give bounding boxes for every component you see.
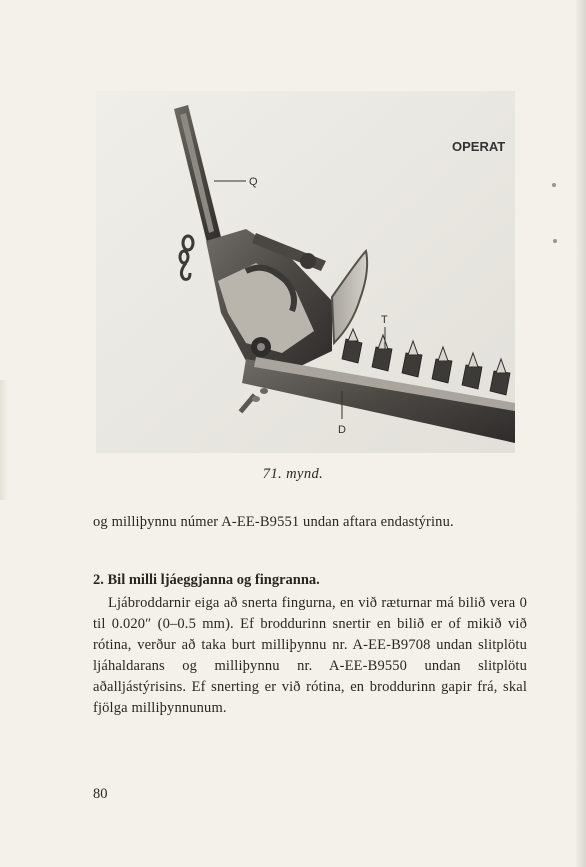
- figure-caption: 71. mynd.: [262, 466, 324, 482]
- mower-photograph: [96, 91, 515, 453]
- section-heading: 2. Bil milli ljáeggjanna og fingranna.: [93, 572, 320, 588]
- paragraph-clearance: Ljábroddarnir eiga að snerta fingurna, en við ræturnar má bilið vera 0 til 0.020″ (0–0.5 mm). Ef broddurinn snertir en bilið er of mikið við rótina, verður að taka burt milliþynnu nr. A-EE-B9708 undan slitplötu ljáhaldarans og milliþynnu nr. A-EE-B9550 undan slitplötu aðalljástýrisins. Ef snerting er við rótina, en broddurinn gapir frá, skal fjölga milliþynnunum.: [93, 595, 527, 716]
- page-number: 80: [93, 786, 108, 802]
- label-t: T: [381, 314, 388, 326]
- mower-cutter-bar-illustration: [96, 91, 515, 453]
- dust-speck: [553, 239, 557, 243]
- page-edge: [576, 0, 586, 867]
- label-operat: OPERAT: [452, 139, 506, 154]
- label-q: Q: [249, 176, 258, 188]
- label-d: D: [338, 424, 346, 436]
- dust-speck: [552, 183, 556, 187]
- paragraph-continuation: og milliþynnu númer A-EE-B9551 undan aftara endastýrinu.: [93, 514, 454, 530]
